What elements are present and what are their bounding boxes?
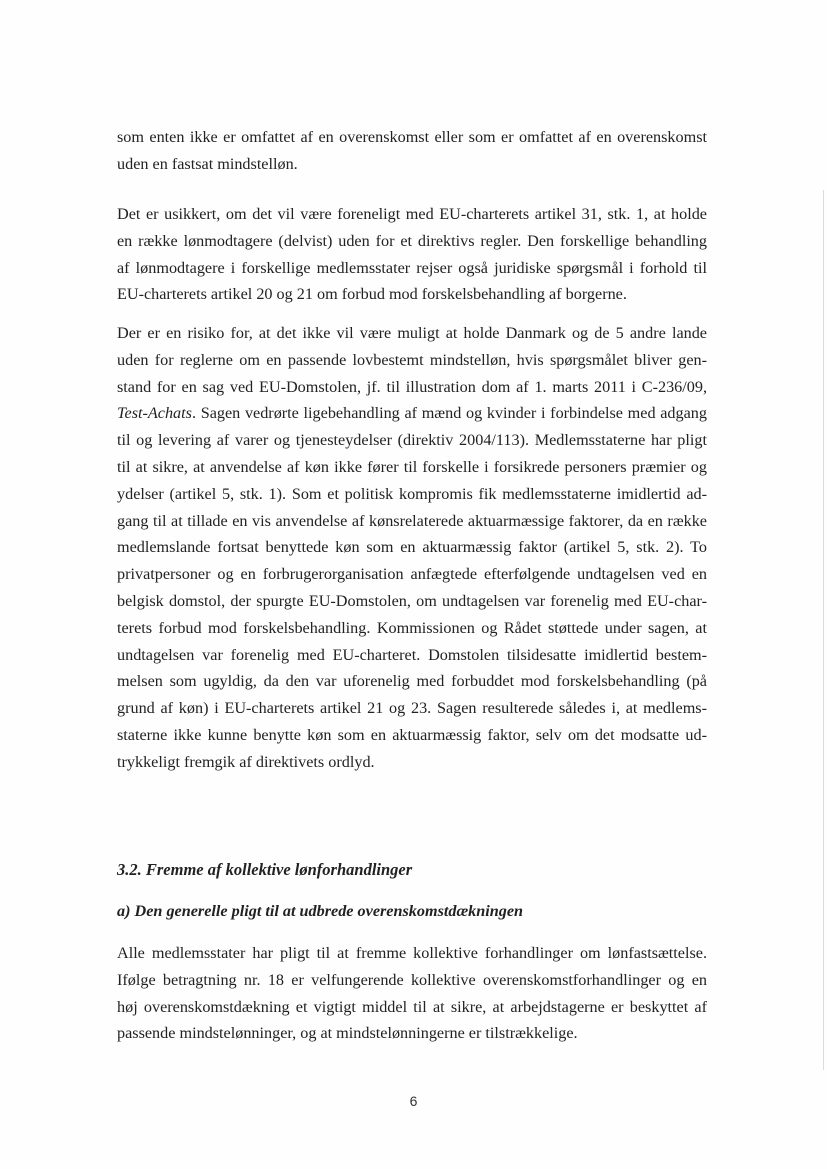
paragraph-collective-bargaining	[117, 940, 707, 1047]
text-line: medlemslande fortsat benyttede køn som en aktuarmæssig faktor (artikel 5, stk. 2). To	[117, 538, 707, 557]
text-line: melsen som ugyldig, da den var uforenelig med forbuddet mod forskelsbehandling (på	[117, 672, 707, 691]
scan-edge-line	[823, 190, 824, 1070]
subsection-heading: a) Den generelle pligt til at udbrede overenskomstdækningen	[117, 902, 524, 920]
paragraph-eu-charter	[117, 201, 707, 308]
case-name: Test-Achats	[117, 404, 192, 423]
text-line: ydelser (artikel 5, stk. 1). Som et politisk kompromis fik medlemsstaterne imidlertid ad-	[117, 484, 707, 503]
text-line: grund af køn) i EU-charterets artikel 21 og 23. Sagen resulterede således i, at medlems-	[117, 699, 707, 718]
text-line: til og levering af varer og tjenesteydelser (direktiv 2004/113). Medlemsstaterne har pligt	[117, 431, 707, 450]
text-line: trykkeligt fremgik af direktivets ordlyd.	[117, 752, 375, 771]
text-line: som enten ikke er omfattet af en overenskomst eller som er omfattet af en overenskomst	[117, 128, 707, 146]
text-line: EU-charterets artikel 20 og 21 om forbud mod forskelsbehandling af borgerne.	[117, 285, 627, 304]
text-line: passende mindstelønninger, og at mindstelønningerne er tilstrækkelige.	[117, 1024, 578, 1043]
page-number: 6	[409, 1093, 418, 1109]
text-line: Alle medlemsstater har pligt til at fremme kollektive forhandlinger om lønfastsættelse.	[117, 944, 707, 962]
text-line: høj overenskomstdækning et vigtigt middel til at sikre, at arbejdstagerne er beskyttet af	[117, 997, 707, 1016]
paragraph-continuation	[117, 124, 707, 178]
text-line	[117, 400, 707, 427]
text-line: Der er en risiko for, at det ikke vil være muligt at holde Danmark og de 5 andre lande	[117, 324, 707, 342]
text-line: staterne ikke kunne benytte køn som en aktuarmæssig faktor, selv om det modsatte ud-	[117, 725, 707, 744]
text-line: privatpersoner og en forbrugerorganisation anfægtede efterfølgende undtagelsen ved en	[117, 565, 707, 584]
text-line: Det er usikkert, om det vil være foreneligt med EU-charterets artikel 31, stk. 1, at holde	[117, 205, 707, 223]
text-line-rest: . Sagen vedrørte ligebehandling af mænd og kvinder i forbindelse med adgang	[191, 404, 707, 423]
section-heading: 3.2. Fremme af kollektive lønforhandlinger	[117, 860, 413, 879]
text-line: af lønmodtagere i forskellige medlemsstater rejser også juridiske spørgsmål i forhold til	[117, 258, 707, 277]
text-line: terets forbud mod forskelsbehandling. Kommissionen og Rådet støttede under sagen, at	[117, 618, 707, 637]
text-line: belgisk domstol, der spurgte EU-Domstolen, om undtagelsen var forenelig med EU-char-	[117, 591, 707, 610]
paragraph-test-achats	[117, 320, 707, 776]
text-line: undtagelsen var forenelig med EU-charteret. Domstolen tilsidesatte imidlertid bestem-	[117, 645, 707, 664]
text-line: uden en fastsat mindstelløn.	[117, 154, 298, 173]
text-line: Ifølge betragtning nr. 18 er velfungerende kollektive overenskomstforhandlinger og en	[117, 970, 707, 989]
text-line: gang til at tillade en vis anvendelse af kønsrelaterede aktuarmæssige faktorer, da en række	[117, 511, 707, 530]
text-line: uden for reglerne om en passende lovbestemt mindstelløn, hvis spørgsmålet bliver gen-	[117, 350, 707, 369]
text-line: stand for en sag ved EU-Domstolen, jf. til illustration dom af 1. marts 2011 i C-236/09,	[117, 377, 707, 396]
text-line: til at sikre, at anvendelse af køn ikke fører til forskelle i forsikrede personers præmier og	[117, 457, 707, 476]
text-line: en række lønmodtagere (delvist) uden for et direktivs regler. Den forskellige behandling	[117, 231, 707, 250]
